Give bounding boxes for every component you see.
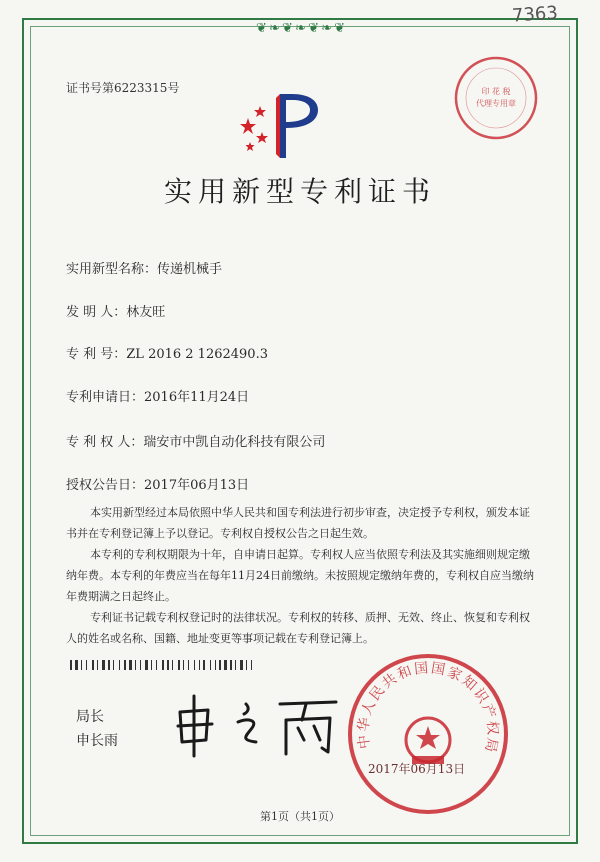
field-value: 林友旺 xyxy=(126,305,166,320)
body-paragraph: 本实用新型经过本局依照中华人民共和国专利法进行初步审查，决定授予专利权，颁发本证书并在专利登记簿上予以登记。专利权自授权公告之日起生效。 xyxy=(66,506,530,540)
handwritten-note: 7363 xyxy=(511,2,559,27)
field-label: 发 明 人： xyxy=(66,305,127,320)
field-label: 专利申请日： xyxy=(66,390,145,405)
seal-date: 2017年06月13日 xyxy=(368,762,466,776)
field-inventor xyxy=(66,301,165,320)
field-patent-number xyxy=(66,343,268,362)
field-patentee xyxy=(66,431,325,450)
field-value: 传递机械手 xyxy=(157,262,223,277)
cnipa-logo xyxy=(240,88,330,160)
body-paragraph: 专利证书记载专利权登记时的法律状况。专利权的转移、质押、无效、终止、恢复和专利权人的姓名或名称、国籍、地址变更等事项记载在专利登记簿上。 xyxy=(66,611,530,645)
field-label: 实用新型名称： xyxy=(66,262,158,277)
signatory-title: 局长 xyxy=(76,709,104,725)
field-utility-name xyxy=(66,258,222,277)
official-seal xyxy=(346,652,510,816)
field-value: ZL 2016 2 1262490.3 xyxy=(126,347,268,362)
barcode xyxy=(70,660,350,670)
seal-text: 中华人民共和国国家知识产权局 xyxy=(355,660,501,756)
field-grant-date xyxy=(66,474,249,493)
field-label: 授权公告日： xyxy=(66,478,145,493)
handwritten-signature xyxy=(168,690,348,760)
top-ornament: ❦ ❧ ❦ ❧ ❦ ❧ ❦ xyxy=(255,21,345,36)
field-value: 2016年11月24日 xyxy=(144,390,250,405)
signatory-name: 申长雨 xyxy=(76,733,118,749)
svg-text:代理专用章: 代理专用章 xyxy=(476,99,516,108)
field-label: 专 利 权 人： xyxy=(66,435,144,450)
body-paragraph: 本专利的专利权期限为十年，自申请日起算。专利权人应当依照专利法及其实施细则规定缴纳年费。本专利的年费应当在每年11月24日前缴纳。未按照规定缴纳年费的，专利权自应当缴纳年费期满之日起终止。 xyxy=(66,548,534,603)
field-value: 2017年06月13日 xyxy=(144,478,250,493)
certificate-title: 实用新型专利证书 xyxy=(163,175,436,208)
svg-text:印 花 税: 印 花 税 xyxy=(481,87,511,96)
certificate-body xyxy=(66,502,536,649)
field-label: 专 利 号： xyxy=(66,347,127,362)
field-value: 瑞安市中凯自动化科技有限公司 xyxy=(143,435,326,450)
page-number: 第1页（共1页） xyxy=(260,810,340,823)
certificate-number: 证书号第6223315号 xyxy=(66,81,180,95)
agency-seal xyxy=(452,54,540,142)
field-application-date xyxy=(66,386,249,405)
